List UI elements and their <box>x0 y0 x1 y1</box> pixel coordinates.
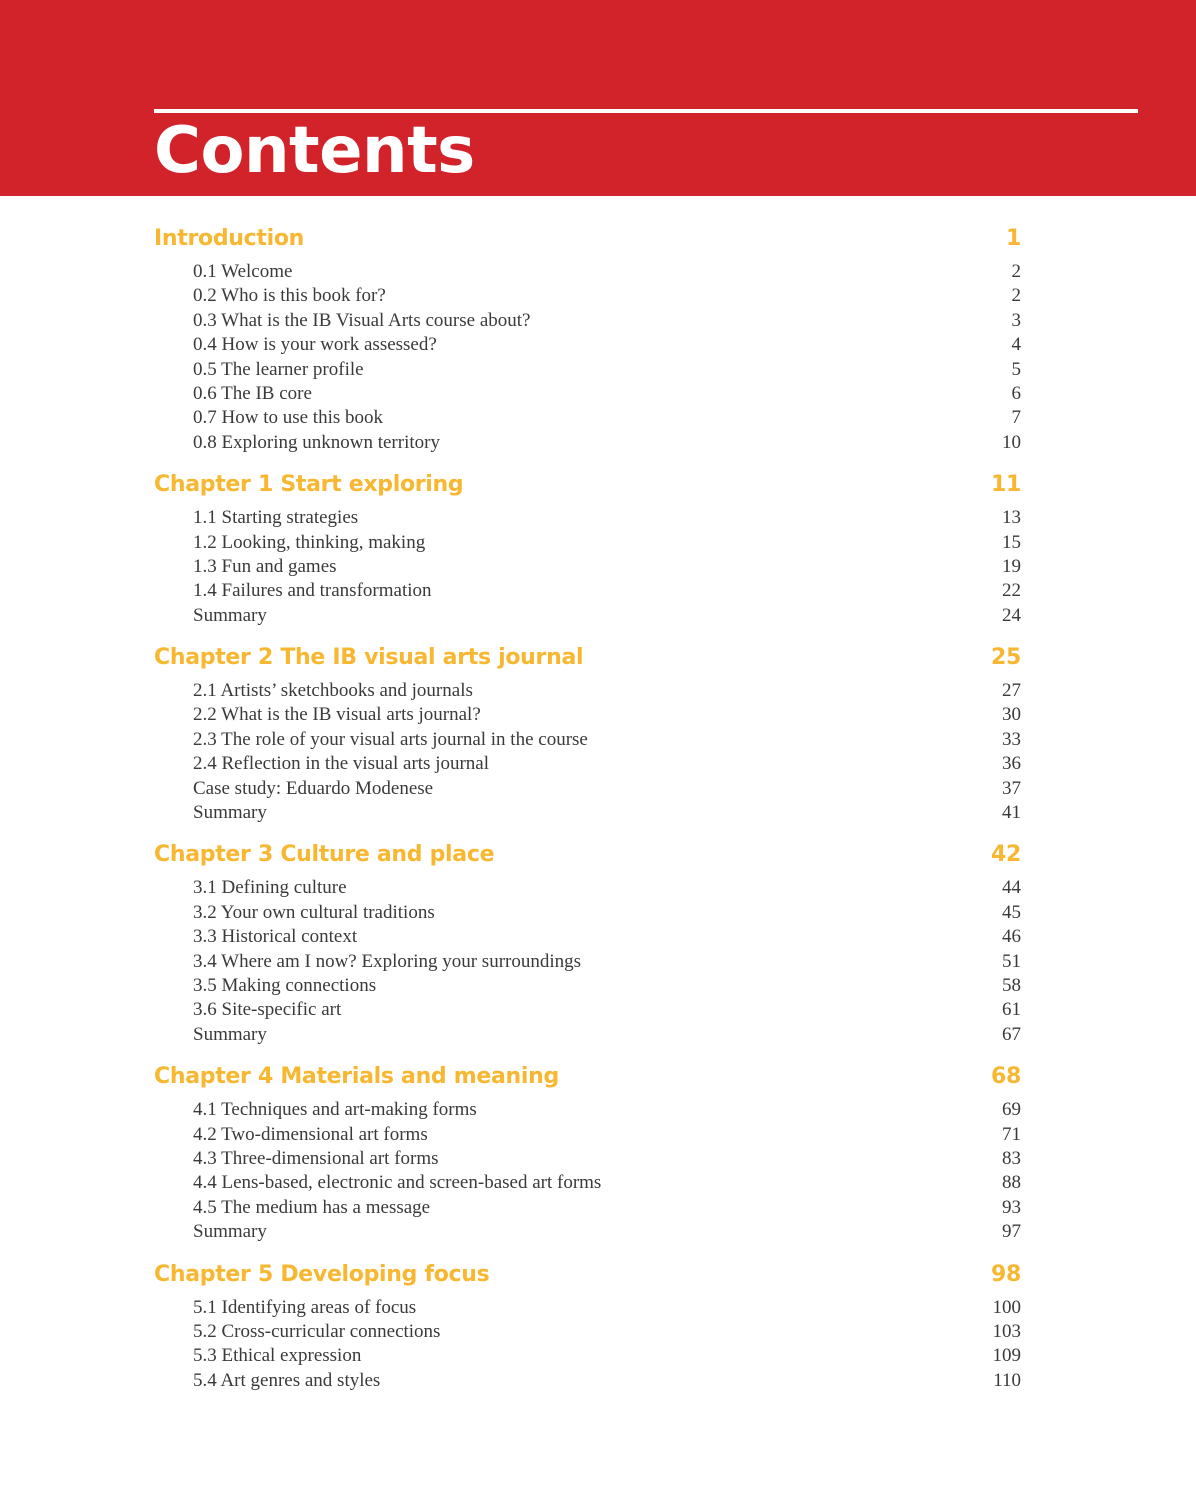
entry-label: 0.7 How to use this book <box>193 407 383 429</box>
entry-page-number: 88 <box>1002 1172 1021 1194</box>
entry-page-number: 45 <box>1002 901 1021 923</box>
entry-page-number: 41 <box>1002 802 1021 824</box>
toc-entry-link[interactable] <box>154 284 1021 308</box>
chapter-heading-link[interactable] <box>154 842 1021 876</box>
entry-label: 3.5 Making connections <box>193 974 377 996</box>
toc-entry-link[interactable] <box>154 358 1021 382</box>
page-title: Contents <box>154 114 475 188</box>
toc-entry-link[interactable] <box>154 1344 1021 1368</box>
chapter-page-number: 98 <box>990 1261 1021 1287</box>
toc-entry-link[interactable] <box>154 777 1021 801</box>
chapter-title: Chapter 5 Developing focus <box>154 1261 490 1287</box>
entry-page-number: 46 <box>1002 926 1021 948</box>
entry-page-number: 58 <box>1002 974 1021 996</box>
toc-entry-link[interactable] <box>154 1296 1021 1320</box>
toc-entry-link[interactable] <box>154 1369 1021 1393</box>
entry-page-number: 22 <box>1002 580 1021 602</box>
toc-entry-link[interactable] <box>154 1220 1021 1244</box>
toc-entry-link[interactable] <box>154 333 1021 357</box>
toc-entry-link[interactable] <box>154 998 1021 1022</box>
entry-page-number: 3 <box>1011 309 1021 331</box>
entry-label: 5.2 Cross-curricular connections <box>193 1320 441 1342</box>
entry-label: 5.1 Identifying areas of focus <box>193 1296 417 1318</box>
entry-label: 1.3 Fun and games <box>193 555 337 577</box>
chapter-title: Chapter 1 Start exploring <box>154 472 464 498</box>
entry-label: 0.1 Welcome <box>193 261 293 282</box>
toc-entry-link[interactable] <box>154 925 1021 949</box>
entry-page-number: 110 <box>993 1369 1021 1391</box>
entry-label: 3.4 Where am I now? Exploring your surroundings <box>193 950 582 972</box>
entry-label: Summary <box>193 802 267 824</box>
entry-page-number: 36 <box>1002 753 1021 775</box>
toc-chapter <box>154 226 1021 455</box>
chapter-page-number: 68 <box>990 1064 1021 1090</box>
toc-entry-link[interactable] <box>154 679 1021 703</box>
chapter-title: Chapter 4 Materials and meaning <box>154 1064 559 1090</box>
toc-entry-link[interactable] <box>154 1171 1021 1195</box>
toc-chapter <box>154 842 1021 1047</box>
entry-page-number: 13 <box>1002 507 1021 529</box>
chapter-heading-link[interactable] <box>154 226 1021 260</box>
entry-page-number: 93 <box>1002 1196 1021 1218</box>
toc-entry-link[interactable] <box>154 950 1021 974</box>
toc-chapter <box>154 1064 1021 1244</box>
entry-label: 0.4 How is your work assessed? <box>193 334 437 356</box>
entry-label: 3.6 Site-specific art <box>193 999 342 1021</box>
entry-label: 4.5 The medium has a message <box>193 1196 431 1218</box>
entry-page-number: 4 <box>1011 334 1021 356</box>
entry-label: 2.4 Reflection in the visual arts journal <box>193 753 490 775</box>
toc-entry-link[interactable] <box>154 531 1021 555</box>
entry-page-number: 51 <box>1002 950 1021 972</box>
entry-label: 0.8 Exploring unknown territory <box>193 431 440 453</box>
entry-label: 1.4 Failures and transformation <box>193 580 432 602</box>
header-banner <box>0 0 1196 196</box>
toc-entry-link[interactable] <box>154 382 1021 406</box>
entry-page-number: 33 <box>1002 728 1021 750</box>
toc-entry-link[interactable] <box>154 876 1021 900</box>
entry-label: 4.3 Three-dimensional art forms <box>193 1147 439 1169</box>
entry-page-number: 71 <box>1002 1123 1021 1145</box>
entry-label: 2.1 Artists’ sketchbooks and journals <box>193 680 473 702</box>
toc-entry-link[interactable] <box>154 974 1021 998</box>
entry-label: 0.5 The learner profile <box>193 358 364 380</box>
entry-label: 4.2 Two-dimensional art forms <box>193 1123 428 1145</box>
toc-entry-link[interactable] <box>154 1147 1021 1171</box>
entry-page-number: 5 <box>1011 358 1021 380</box>
entry-label: 0.2 Who is this book for? <box>193 285 386 307</box>
entry-label: Case study: Eduardo Modenese <box>193 777 434 799</box>
toc-entry-link[interactable] <box>154 309 1021 333</box>
toc-entry-link[interactable] <box>154 801 1021 825</box>
toc-entry-link[interactable] <box>154 703 1021 727</box>
entry-label: 2.3 The role of your visual arts journal in the course <box>193 728 588 750</box>
table-of-contents <box>154 226 1021 1410</box>
toc-entry-link[interactable] <box>154 260 1021 284</box>
entry-page-number: 67 <box>1002 1023 1021 1045</box>
entry-page-number: 97 <box>1002 1221 1021 1243</box>
chapter-title: Chapter 2 The IB visual arts journal <box>154 645 584 671</box>
entry-label: 5.4 Art genres and styles <box>193 1369 381 1391</box>
toc-entry-link[interactable] <box>154 604 1021 628</box>
chapter-heading-link[interactable] <box>154 472 1021 506</box>
toc-entry-link[interactable] <box>154 406 1021 430</box>
toc-entry-link[interactable] <box>154 1123 1021 1147</box>
entry-page-number: 44 <box>1002 877 1021 899</box>
chapter-page-number: 1 <box>1005 226 1021 251</box>
chapter-page-number: 11 <box>990 472 1021 498</box>
toc-chapter <box>154 472 1021 628</box>
toc-entry-link[interactable] <box>154 579 1021 603</box>
entry-page-number: 7 <box>1011 407 1021 429</box>
chapter-page-number: 42 <box>990 842 1021 868</box>
toc-chapter <box>154 1262 1021 1394</box>
entry-page-number: 19 <box>1002 555 1021 577</box>
entry-label: 4.1 Techniques and art-making forms <box>193 1099 477 1121</box>
toc-entry-link[interactable] <box>154 555 1021 579</box>
entry-page-number: 100 <box>992 1296 1021 1318</box>
entry-page-number: 2 <box>1011 261 1021 282</box>
entry-page-number: 61 <box>1002 999 1021 1021</box>
chapter-heading-link[interactable] <box>154 645 1021 679</box>
entry-label: Summary <box>193 604 267 626</box>
chapter-page-number: 25 <box>990 645 1021 671</box>
entry-page-number: 30 <box>1002 704 1021 726</box>
entry-label: 0.6 The IB core <box>193 382 312 404</box>
entry-label: 4.4 Lens-based, electronic and screen-based art forms <box>193 1172 602 1194</box>
toc-entry-link[interactable] <box>154 1196 1021 1220</box>
entry-label: 5.3 Ethical expression <box>193 1345 362 1367</box>
entry-page-number: 37 <box>1002 777 1021 799</box>
entry-label: 1.2 Looking, thinking, making <box>193 531 426 553</box>
entry-label: 3.3 Historical context <box>193 926 358 948</box>
chapter-title: Introduction <box>154 226 305 251</box>
entry-page-number: 24 <box>1002 604 1021 626</box>
entry-page-number: 6 <box>1011 382 1021 404</box>
toc-entry-link[interactable] <box>154 506 1021 530</box>
entry-label: 3.1 Defining culture <box>193 877 347 899</box>
toc-entry-link[interactable] <box>154 728 1021 752</box>
toc-entry-link[interactable] <box>154 752 1021 776</box>
toc-entry-link[interactable] <box>154 901 1021 925</box>
toc-chapter <box>154 645 1021 825</box>
chapter-heading-link[interactable] <box>154 1262 1021 1296</box>
entry-page-number: 69 <box>1002 1099 1021 1121</box>
toc-entry-link[interactable] <box>154 1098 1021 1122</box>
entry-page-number: 103 <box>992 1320 1021 1342</box>
toc-entry-link[interactable] <box>154 1023 1021 1047</box>
entry-label: 2.2 What is the IB visual arts journal? <box>193 704 481 726</box>
entry-page-number: 10 <box>1002 431 1021 453</box>
entry-label: 0.3 What is the IB Visual Arts course about? <box>193 309 531 331</box>
entry-label: Summary <box>193 1023 267 1045</box>
entry-page-number: 27 <box>1002 680 1021 702</box>
toc-entry-link[interactable] <box>154 1320 1021 1344</box>
entry-page-number: 83 <box>1002 1147 1021 1169</box>
entry-label: 3.2 Your own cultural traditions <box>193 901 435 923</box>
chapter-title: Chapter 3 Culture and place <box>154 842 495 868</box>
toc-entry-link[interactable] <box>154 431 1021 455</box>
chapter-heading-link[interactable] <box>154 1064 1021 1098</box>
entry-page-number: 15 <box>1002 531 1021 553</box>
entry-label: 1.1 Starting strategies <box>193 507 359 529</box>
entry-label: Summary <box>193 1221 267 1243</box>
entry-page-number: 2 <box>1011 285 1021 307</box>
entry-page-number: 109 <box>992 1345 1021 1367</box>
